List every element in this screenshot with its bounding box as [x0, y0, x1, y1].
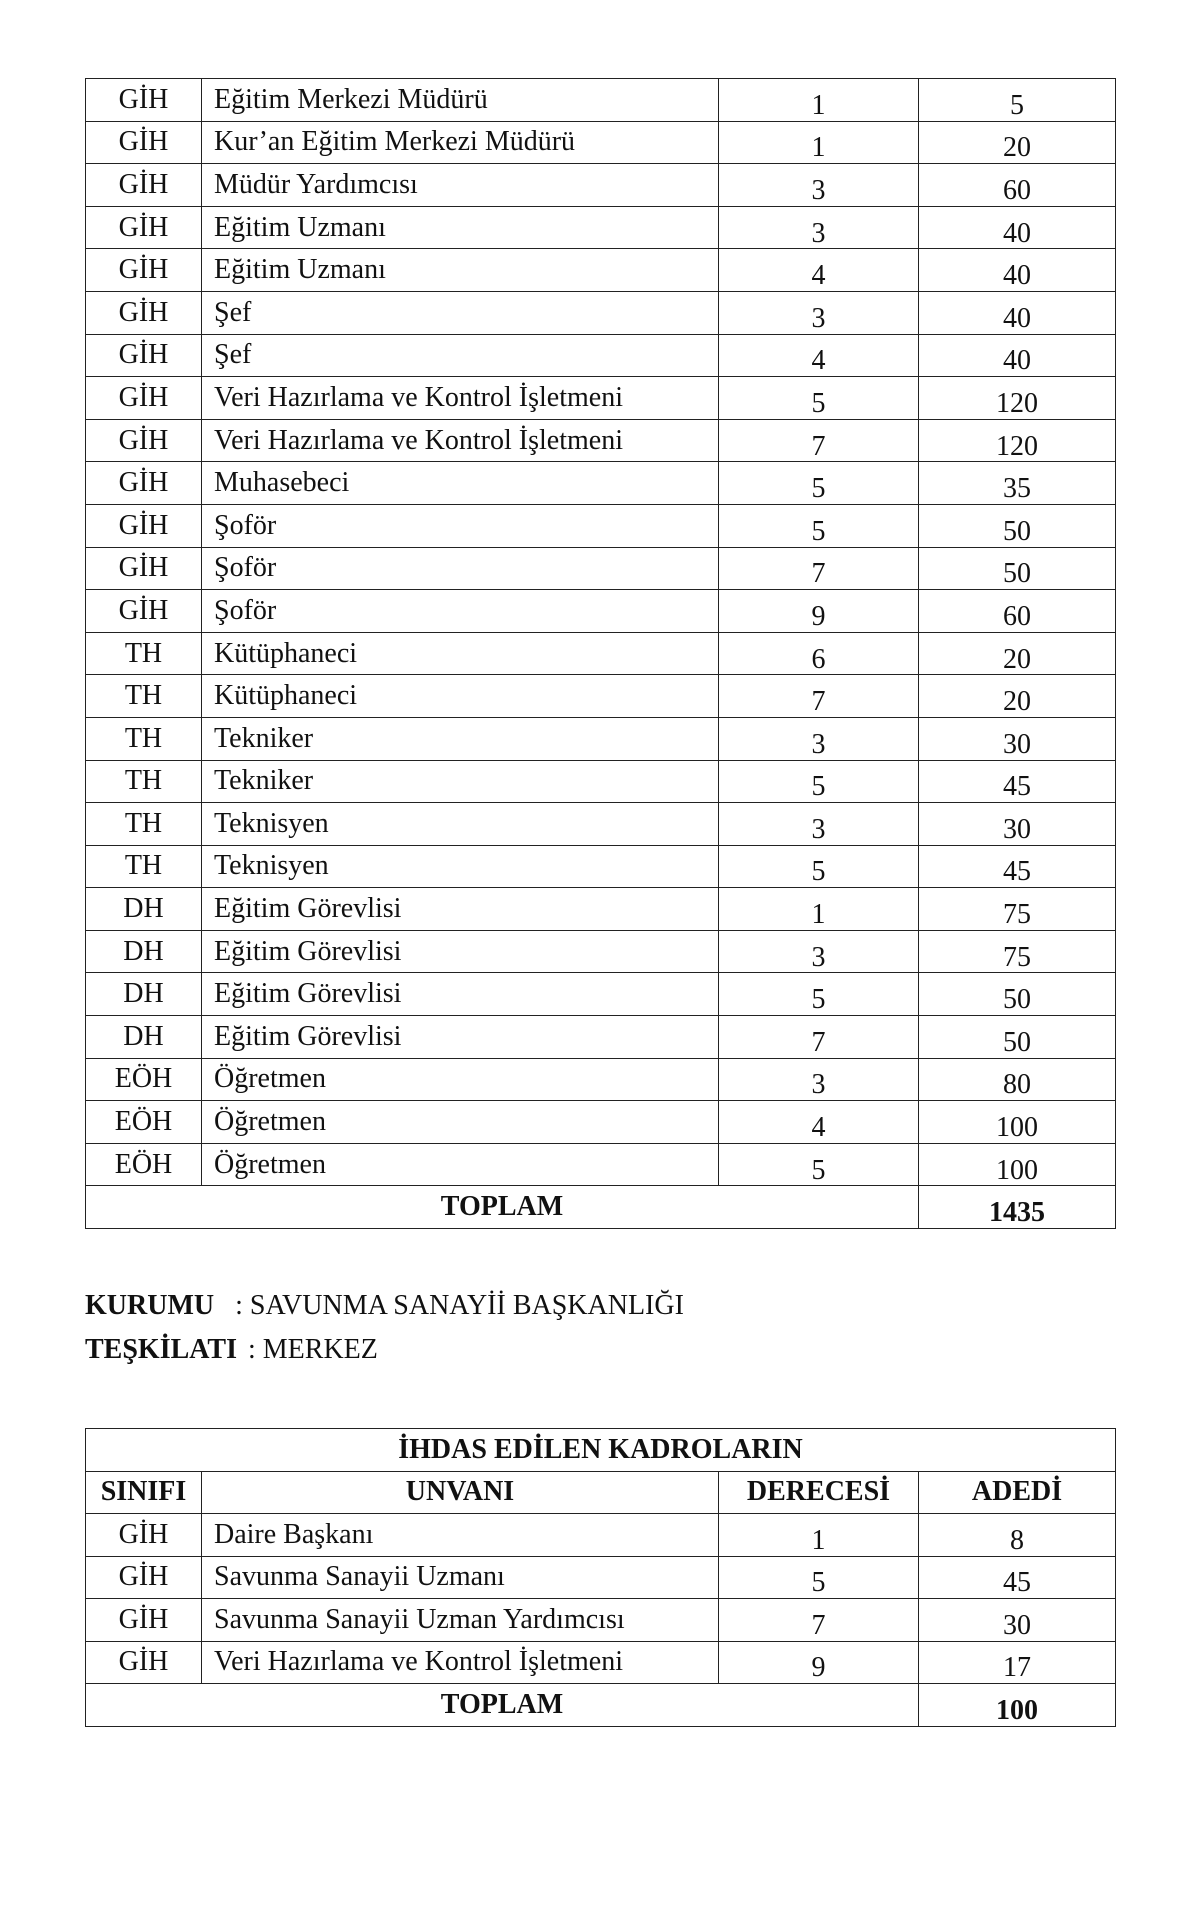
- cell-adet: [919, 1599, 1116, 1642]
- cell-sinif: GİH: [86, 206, 202, 249]
- cell-adet: [919, 888, 1116, 931]
- teskilati-value: : MERKEZ: [248, 1334, 378, 1365]
- table-row: [86, 419, 1116, 462]
- cell-derece-text: 9: [811, 600, 826, 632]
- cell-derece-text: 3: [811, 302, 826, 334]
- cell-adet: [919, 334, 1116, 377]
- cell-derece-text: 3: [811, 728, 826, 760]
- cell-derece-text: 9: [811, 1652, 826, 1684]
- table-row: [86, 1143, 1116, 1186]
- cell-derece: [719, 1641, 919, 1684]
- cell-derece: [719, 1143, 919, 1186]
- cell-derece-text: 3: [811, 813, 826, 845]
- cell-derece-text: 7: [811, 558, 826, 590]
- table-row: [86, 1016, 1116, 1059]
- cell-derece: [719, 760, 919, 803]
- teskilati-label: TEŞKİLATI: [85, 1334, 237, 1365]
- cell-derece: [719, 717, 919, 760]
- cell-unvan: Müdür Yardımcısı: [202, 164, 719, 207]
- table-row: [86, 760, 1116, 803]
- cell-adet-text: 40: [1003, 260, 1031, 292]
- cell-sinif: GİH: [86, 547, 202, 590]
- kurumu-line: [85, 1290, 684, 1322]
- cell-derece-text: 3: [811, 1069, 826, 1101]
- cell-sinif: EÖH: [86, 1143, 202, 1186]
- cell-sinif: EÖH: [86, 1101, 202, 1144]
- cell-unvan: Kur’an Eğitim Merkezi Müdürü: [202, 121, 719, 164]
- cell-derece-text: 5: [811, 387, 826, 419]
- cell-derece-text: 3: [811, 217, 826, 249]
- header-unvan: UNVANI: [202, 1471, 719, 1514]
- cell-derece: [719, 79, 919, 122]
- header-adet: ADEDİ: [919, 1471, 1116, 1514]
- cell-sinif: GİH: [86, 1514, 202, 1557]
- cell-adet-text: 35: [1003, 473, 1031, 505]
- table-row: [86, 632, 1116, 675]
- cell-derece: [719, 1016, 919, 1059]
- cell-adet-text: 40: [1003, 302, 1031, 334]
- cell-adet: [919, 164, 1116, 207]
- cell-derece: [719, 973, 919, 1016]
- table-row: [86, 164, 1116, 207]
- cell-adet: [919, 1058, 1116, 1101]
- cell-unvan: Şef: [202, 334, 719, 377]
- table-row: [86, 675, 1116, 718]
- cell-unvan: Daire Başkanı: [202, 1514, 719, 1557]
- cell-unvan: Eğitim Görevlisi: [202, 930, 719, 973]
- cell-sinif: DH: [86, 930, 202, 973]
- cell-derece: [719, 1556, 919, 1599]
- cell-unvan: Eğitim Görevlisi: [202, 888, 719, 931]
- cell-derece: [719, 675, 919, 718]
- total-value-text: 100: [996, 1694, 1038, 1726]
- cell-derece: [719, 547, 919, 590]
- cell-adet: [919, 675, 1116, 718]
- cell-adet: [919, 1143, 1116, 1186]
- cell-sinif: GİH: [86, 249, 202, 292]
- cell-derece: [719, 1599, 919, 1642]
- cell-adet-text: 100: [996, 1112, 1038, 1144]
- cell-adet: [919, 1556, 1116, 1599]
- kadro-table-1: [85, 78, 1116, 1229]
- cell-unvan: Kütüphaneci: [202, 675, 719, 718]
- cell-sinif: EÖH: [86, 1058, 202, 1101]
- cell-adet: [919, 845, 1116, 888]
- cell-unvan: Veri Hazırlama ve Kontrol İşletmeni: [202, 377, 719, 420]
- table-row: [86, 291, 1116, 334]
- cell-sinif: GİH: [86, 164, 202, 207]
- cell-adet-text: 30: [1003, 813, 1031, 845]
- cell-derece: [719, 291, 919, 334]
- table-row: [86, 547, 1116, 590]
- table-row: [86, 845, 1116, 888]
- table-row: [86, 504, 1116, 547]
- cell-sinif: GİH: [86, 377, 202, 420]
- cell-derece-text: 3: [811, 174, 826, 206]
- cell-adet: [919, 462, 1116, 505]
- cell-adet-text: 17: [1003, 1652, 1031, 1684]
- cell-unvan: Teknisyen: [202, 803, 719, 846]
- cell-sinif: TH: [86, 803, 202, 846]
- cell-sinif: GİH: [86, 79, 202, 122]
- cell-sinif: TH: [86, 760, 202, 803]
- cell-derece: [719, 504, 919, 547]
- cell-adet: [919, 717, 1116, 760]
- cell-derece: [719, 1058, 919, 1101]
- cell-unvan: Eğitim Görevlisi: [202, 973, 719, 1016]
- total-label: TOPLAM: [86, 1186, 919, 1229]
- table-header-row: [86, 1471, 1116, 1514]
- cell-adet-text: 30: [1003, 1609, 1031, 1641]
- cell-adet-text: 75: [1003, 941, 1031, 973]
- cell-sinif: GİH: [86, 1556, 202, 1599]
- cell-derece-text: 5: [811, 856, 826, 888]
- cell-adet: [919, 930, 1116, 973]
- cell-unvan: Öğretmen: [202, 1143, 719, 1186]
- cell-derece: [719, 590, 919, 633]
- total-value-text: 1435: [989, 1197, 1045, 1229]
- table-row: [86, 377, 1116, 420]
- total-value: [919, 1684, 1116, 1727]
- table-row: [86, 590, 1116, 633]
- cell-derece: [719, 334, 919, 377]
- table-row: [86, 803, 1116, 846]
- cell-adet: [919, 1641, 1116, 1684]
- cell-unvan: Şoför: [202, 547, 719, 590]
- kurumu-value: : SAVUNMA SANAYİİ BAŞKANLIĞI: [235, 1290, 684, 1321]
- cell-derece: [719, 930, 919, 973]
- table-title-row: [86, 1429, 1116, 1472]
- cell-derece-text: 5: [811, 473, 826, 505]
- cell-derece-text: 5: [811, 984, 826, 1016]
- table-row: [86, 121, 1116, 164]
- cell-adet-text: 50: [1003, 558, 1031, 590]
- table-row: [86, 462, 1116, 505]
- cell-adet-text: 80: [1003, 1069, 1031, 1101]
- cell-adet: [919, 760, 1116, 803]
- cell-adet-text: 50: [1003, 515, 1031, 547]
- kadro-table-2-body: [86, 1514, 1116, 1684]
- cell-adet: [919, 632, 1116, 675]
- cell-sinif: GİH: [86, 1641, 202, 1684]
- cell-sinif: GİH: [86, 334, 202, 377]
- table-row: [86, 249, 1116, 292]
- cell-adet-text: 45: [1003, 771, 1031, 803]
- cell-sinif: GİH: [86, 419, 202, 462]
- cell-derece: [719, 121, 919, 164]
- cell-adet: [919, 973, 1116, 1016]
- cell-derece-text: 1: [811, 1524, 826, 1556]
- cell-adet: [919, 79, 1116, 122]
- cell-sinif: GİH: [86, 590, 202, 633]
- cell-adet-text: 40: [1003, 345, 1031, 377]
- cell-derece-text: 5: [811, 1154, 826, 1186]
- cell-adet: [919, 377, 1116, 420]
- table-row: [86, 930, 1116, 973]
- cell-adet-text: 45: [1003, 856, 1031, 888]
- cell-unvan: Savunma Sanayii Uzman Yardımcısı: [202, 1599, 719, 1642]
- cell-derece-text: 1: [811, 89, 826, 121]
- table-row: [86, 79, 1116, 122]
- cell-derece: [719, 1101, 919, 1144]
- cell-unvan: Şoför: [202, 504, 719, 547]
- cell-adet-text: 5: [1010, 89, 1024, 121]
- cell-derece: [719, 632, 919, 675]
- cell-unvan: Veri Hazırlama ve Kontrol İşletmeni: [202, 419, 719, 462]
- cell-adet: [919, 504, 1116, 547]
- cell-unvan: Eğitim Merkezi Müdürü: [202, 79, 719, 122]
- cell-adet-text: 30: [1003, 728, 1031, 760]
- cell-unvan: Savunma Sanayii Uzmanı: [202, 1556, 719, 1599]
- cell-unvan: Eğitim Görevlisi: [202, 1016, 719, 1059]
- cell-derece-text: 4: [811, 1112, 826, 1144]
- cell-sinif: DH: [86, 1016, 202, 1059]
- cell-adet: [919, 1016, 1116, 1059]
- cell-unvan: Tekniker: [202, 760, 719, 803]
- cell-unvan: Eğitim Uzmanı: [202, 249, 719, 292]
- cell-adet-text: 75: [1003, 899, 1031, 931]
- cell-adet-text: 100: [996, 1154, 1038, 1186]
- cell-adet-text: 120: [996, 430, 1038, 462]
- table-row: [86, 1514, 1116, 1557]
- cell-adet: [919, 121, 1116, 164]
- cell-sinif: GİH: [86, 121, 202, 164]
- cell-derece-text: 5: [811, 515, 826, 547]
- cell-derece-text: 1: [811, 899, 826, 931]
- cell-adet-text: 60: [1003, 600, 1031, 632]
- cell-derece: [719, 249, 919, 292]
- cell-unvan: Tekniker: [202, 717, 719, 760]
- cell-sinif: GİH: [86, 291, 202, 334]
- cell-adet: [919, 1101, 1116, 1144]
- cell-unvan: Şef: [202, 291, 719, 334]
- table-row: [86, 1101, 1116, 1144]
- table-row: [86, 1556, 1116, 1599]
- cell-derece-text: 4: [811, 345, 826, 377]
- cell-derece: [719, 462, 919, 505]
- cell-adet: [919, 547, 1116, 590]
- cell-derece: [719, 803, 919, 846]
- cell-adet-text: 20: [1003, 643, 1031, 675]
- cell-adet: [919, 291, 1116, 334]
- cell-derece-text: 5: [811, 1567, 826, 1599]
- table-row: [86, 973, 1116, 1016]
- cell-adet-text: 45: [1003, 1567, 1031, 1599]
- cell-derece-text: 4: [811, 260, 826, 292]
- table-total-row: [86, 1684, 1116, 1727]
- cell-derece: [719, 1514, 919, 1557]
- table-row: [86, 206, 1116, 249]
- table-row: [86, 1599, 1116, 1642]
- cell-adet: [919, 590, 1116, 633]
- cell-sinif: GİH: [86, 504, 202, 547]
- cell-unvan: Veri Hazırlama ve Kontrol İşletmeni: [202, 1641, 719, 1684]
- cell-derece-text: 7: [811, 430, 826, 462]
- cell-sinif: TH: [86, 717, 202, 760]
- cell-derece: [719, 419, 919, 462]
- cell-adet-text: 8: [1010, 1524, 1024, 1556]
- cell-derece: [719, 377, 919, 420]
- cell-derece: [719, 206, 919, 249]
- cell-derece: [719, 164, 919, 207]
- table-row: [86, 1641, 1116, 1684]
- cell-adet-text: 20: [1003, 132, 1031, 164]
- cell-sinif: GİH: [86, 462, 202, 505]
- cell-derece-text: 7: [811, 1026, 826, 1058]
- cell-adet-text: 40: [1003, 217, 1031, 249]
- cell-unvan: Kütüphaneci: [202, 632, 719, 675]
- cell-adet-text: 50: [1003, 1026, 1031, 1058]
- cell-sinif: TH: [86, 632, 202, 675]
- table-row: [86, 334, 1116, 377]
- cell-sinif: DH: [86, 973, 202, 1016]
- total-value: [919, 1186, 1116, 1229]
- cell-adet: [919, 803, 1116, 846]
- kadro-table-2: [85, 1428, 1116, 1727]
- cell-unvan: Öğretmen: [202, 1058, 719, 1101]
- total-label: TOPLAM: [86, 1684, 919, 1727]
- cell-sinif: GİH: [86, 1599, 202, 1642]
- cell-adet-text: 50: [1003, 984, 1031, 1016]
- cell-derece-text: 7: [811, 686, 826, 718]
- cell-unvan: Şoför: [202, 590, 719, 633]
- cell-adet: [919, 206, 1116, 249]
- table-title: İHDAS EDİLEN KADROLARIN: [86, 1429, 1116, 1472]
- cell-derece-text: 7: [811, 1609, 826, 1641]
- cell-derece-text: 5: [811, 771, 826, 803]
- cell-adet: [919, 419, 1116, 462]
- teskilati-line: [85, 1334, 378, 1366]
- cell-adet-text: 120: [996, 387, 1038, 419]
- header-sinif: SINIFI: [86, 1471, 202, 1514]
- cell-sinif: DH: [86, 888, 202, 931]
- cell-derece-text: 6: [811, 643, 826, 675]
- cell-unvan: Teknisyen: [202, 845, 719, 888]
- cell-unvan: Öğretmen: [202, 1101, 719, 1144]
- cell-adet-text: 20: [1003, 686, 1031, 718]
- cell-adet: [919, 1514, 1116, 1557]
- cell-derece: [719, 845, 919, 888]
- cell-sinif: TH: [86, 845, 202, 888]
- cell-adet-text: 60: [1003, 174, 1031, 206]
- table-total-row: [86, 1186, 1116, 1229]
- cell-adet: [919, 249, 1116, 292]
- kurumu-label: KURUMU: [85, 1290, 215, 1321]
- cell-derece-text: 1: [811, 132, 826, 164]
- table-row: [86, 1058, 1116, 1101]
- kadro-table-1-body: [86, 79, 1116, 1186]
- cell-unvan: Muhasebeci: [202, 462, 719, 505]
- table-row: [86, 888, 1116, 931]
- cell-derece: [719, 888, 919, 931]
- table-row: [86, 717, 1116, 760]
- cell-derece-text: 3: [811, 941, 826, 973]
- cell-sinif: TH: [86, 675, 202, 718]
- header-derece: DERECESİ: [719, 1471, 919, 1514]
- cell-unvan: Eğitim Uzmanı: [202, 206, 719, 249]
